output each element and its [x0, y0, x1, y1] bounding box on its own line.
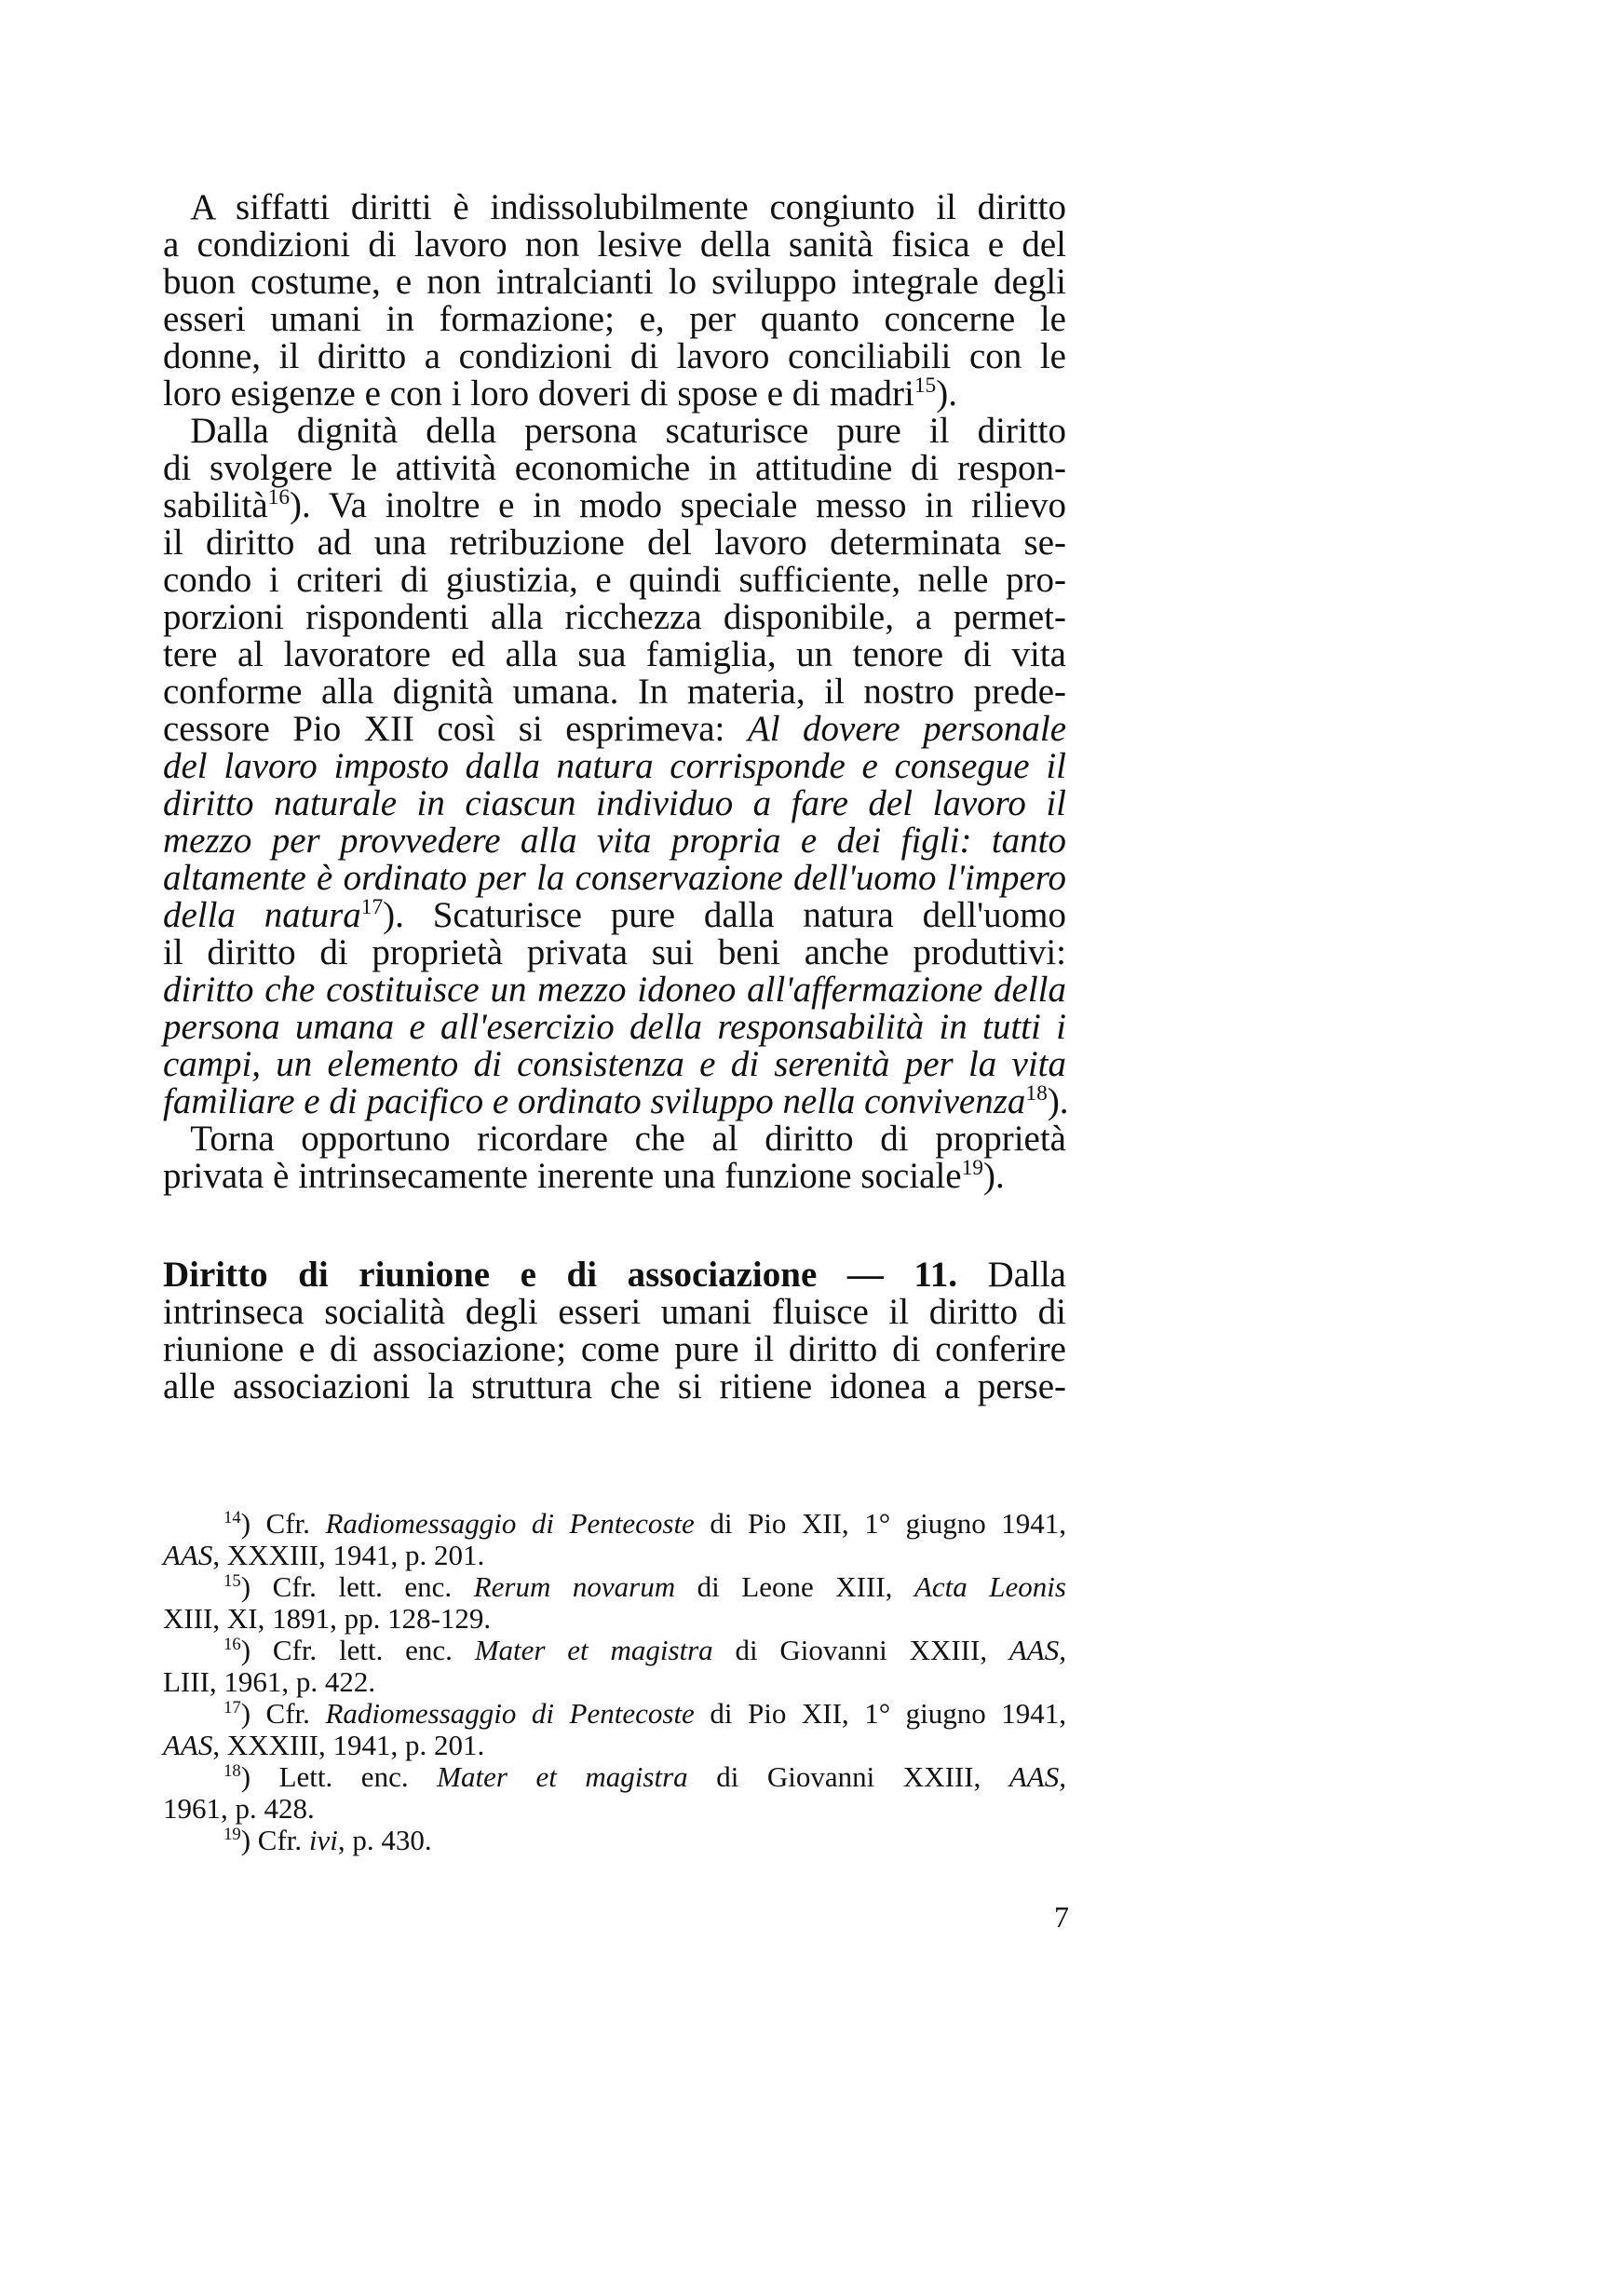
text-run: Cfr.	[257, 1824, 309, 1856]
text-run: )	[240, 1760, 279, 1793]
text-run: Cfr.	[265, 1697, 326, 1730]
section-block	[163, 1254, 1066, 1406]
text-run: Lett. enc.	[278, 1760, 438, 1793]
text-run: riunione e di associazione; come pure il diritto di conferire	[163, 1329, 1066, 1369]
text-run: ).	[1047, 1081, 1069, 1121]
section-heading: Diritto di riunione e di associazione — 11.	[163, 1255, 957, 1295]
text-line	[163, 562, 1066, 599]
text-run: condo i criteri di giustizia, e quindi sufficiente, nelle pro-	[163, 560, 1066, 600]
footnote-ref: 15	[914, 373, 937, 398]
text-run: ).	[936, 373, 957, 414]
text-run: Dalla	[956, 1255, 1066, 1295]
footnote-number: 18	[223, 1760, 241, 1781]
italic-run: Acta Leonis	[914, 1570, 1066, 1603]
page-number: 7	[1054, 1900, 1069, 1934]
text-run: ). Va inoltre e in modo speciale messo in rilievo	[290, 485, 1066, 525]
footnotes	[163, 1507, 1066, 1855]
italic-run: mezzo per provvedere alla vita propria e dei figli: tanto	[163, 821, 1066, 861]
text-run: porzioni rispondenti alla ricchezza disponibile, a permet-	[163, 597, 1066, 637]
text-line	[163, 673, 1066, 711]
text-line	[163, 934, 1066, 971]
text-run: sabilità	[163, 485, 268, 525]
text-line	[163, 450, 1066, 487]
text-run: Cfr. lett. enc.	[272, 1634, 475, 1666]
footnote-line	[163, 1507, 1066, 1539]
text-run: buon costume, e non intralcianti lo sviluppo integrale degli	[163, 262, 1066, 302]
text-line	[163, 636, 1066, 673]
footnote-number: 16	[223, 1634, 241, 1654]
text-run: Dalla dignità della persona scaturisce pure il diritto	[190, 411, 1066, 451]
text-line	[163, 1009, 1066, 1046]
italic-run: familiare e di pacifico e ordinato sviluppo nella convivenza	[163, 1081, 1026, 1121]
text-run: Cfr.	[265, 1507, 326, 1540]
footnote-line	[163, 1824, 1066, 1855]
italic-run: campi, un elemento di consistenza e di serenità per la vita	[163, 1044, 1066, 1084]
text-line	[163, 1046, 1066, 1083]
italic-run: Radiomessaggio di Pentecoste	[325, 1697, 695, 1730]
italic-run: del lavoro imposto dalla natura corrisponde e consegue il	[163, 746, 1066, 786]
text-run: a condizioni di lavoro non lesive della sanità fisica e del	[163, 224, 1066, 265]
footnote-ref: 19	[961, 1155, 983, 1180]
text-run: tere al lavoratore ed alla sua famiglia, un tenore di vita	[163, 634, 1066, 674]
italic-run: diritto naturale in ciascun individuo a fare del lavoro il	[163, 783, 1066, 823]
footnote-line	[163, 1634, 1066, 1665]
text-line	[163, 375, 1066, 413]
text-line	[163, 1155, 1066, 1196]
italic-run: AAS,	[1008, 1760, 1066, 1793]
text-line	[163, 894, 1066, 935]
footnote-number: 19	[223, 1824, 241, 1844]
text-run: , p. 430.	[337, 1824, 432, 1856]
text-line	[163, 301, 1066, 338]
text-run: A siffatti diritti è indissolubilmente congiunto il diritto	[190, 187, 1066, 227]
text-run: Torna opportuno ricordare che al diritto di proprietà	[190, 1119, 1066, 1159]
text-line	[163, 226, 1066, 264]
main-text	[163, 187, 1069, 1196]
italic-run: Radiomessaggio di Pentecoste	[325, 1507, 695, 1540]
italic-run: Mater et magistra	[474, 1634, 713, 1666]
italic-run: AAS	[163, 1729, 213, 1761]
italic-run: diritto che costituisce un mezzo idoneo all'affermazione della	[163, 970, 1066, 1010]
footnote-line	[163, 1665, 1066, 1697]
text-run: conforme alla dignità umana. In materia, il nostro prede-	[163, 672, 1066, 712]
footnote-line	[163, 1602, 1066, 1634]
footnote-line	[163, 1792, 1066, 1824]
text-line	[163, 264, 1066, 301]
text-run: 1961, p. 428.	[163, 1792, 315, 1825]
text-run: )	[240, 1634, 273, 1666]
text-run: ).	[983, 1156, 1005, 1196]
text-line	[163, 860, 1066, 897]
text-run: )	[240, 1507, 266, 1540]
text-line	[163, 1254, 1066, 1295]
italic-run: della natura	[163, 895, 361, 935]
footnote-line	[163, 1539, 1066, 1570]
italic-run: altamente è ordinato per la conservazione dell'uomo l'impero	[163, 858, 1066, 898]
footnote-line	[163, 1760, 1066, 1792]
text-run: XIII, XI, 1891, pp. 128-129.	[163, 1602, 492, 1635]
text-run: di Pio XII, 1° giugno 1941,	[694, 1697, 1067, 1730]
footnote-line	[163, 1729, 1066, 1760]
footnote-ref: 17	[360, 894, 384, 919]
text-line	[163, 785, 1066, 822]
footnote-ref: 18	[1025, 1080, 1048, 1106]
text-run: alle associazioni la struttura che si ritiene idonea a perse-	[163, 1366, 1066, 1406]
text-line	[163, 484, 1066, 525]
footnote-number: 17	[223, 1697, 241, 1718]
text-run: )	[240, 1824, 258, 1856]
footnote-line	[163, 1697, 1066, 1729]
text-run: intrinseca socialità degli esseri umani fluisce il diritto di	[163, 1292, 1066, 1332]
text-run: ). Scaturisce pure dalla natura dell'uomo	[383, 895, 1066, 935]
text-line	[163, 338, 1066, 375]
text-run: Cfr. lett. enc.	[272, 1570, 474, 1603]
text-run: esseri umani in formazione; e, per quanto concerne le	[163, 299, 1066, 339]
text-run: , XXXIII, 1941, p. 201.	[212, 1539, 485, 1571]
text-run: )	[240, 1570, 273, 1603]
text-run: di Giovanni XXIII,	[687, 1760, 1009, 1793]
text-line	[163, 1120, 1066, 1158]
footnote-number: 15	[223, 1570, 241, 1591]
text-run: di Leone XIII,	[675, 1570, 914, 1603]
text-run: donne, il diritto a condizioni di lavoro conciliabili con le	[163, 336, 1066, 376]
text-run: , XXXIII, 1941, p. 201.	[212, 1729, 485, 1761]
text-line	[163, 1080, 1069, 1121]
text-line	[163, 599, 1066, 636]
text-run: di Giovanni XXIII,	[712, 1634, 1009, 1666]
italic-run: Mater et magistra	[437, 1760, 688, 1793]
italic-run: Al dovere personale	[747, 709, 1066, 749]
text-line	[163, 748, 1066, 785]
text-run: loro esigenze e con i loro doveri di spose e di madri	[163, 373, 914, 414]
text-run: LIII, 1961, p. 422.	[163, 1665, 376, 1698]
text-line	[163, 822, 1066, 860]
text-run: il diritto ad una retribuzione del lavoro determinata se-	[163, 523, 1066, 563]
italic-run: Rerum novarum	[473, 1570, 676, 1603]
text-run: )	[240, 1697, 266, 1730]
text-run: cessore Pio XII così si esprimeva:	[163, 709, 748, 749]
text-line	[163, 711, 1066, 748]
text-line	[163, 1291, 1066, 1332]
text-run: di Pio XII, 1° giugno 1941,	[694, 1507, 1067, 1540]
footnote-ref: 16	[267, 484, 291, 509]
text-run: privata è intrinsecamente inerente una funzione sociale	[163, 1156, 962, 1196]
italic-run: persona umana e all'esercizio della responsabilità in tutti i	[163, 1007, 1066, 1047]
italic-run: AAS	[163, 1539, 213, 1571]
text-line	[163, 1328, 1066, 1369]
text-line	[163, 1365, 1066, 1406]
text-run: il diritto di proprietà privata sui beni anche produttivi:	[163, 932, 1066, 972]
text-line	[163, 189, 1066, 226]
text-run: di svolgere le attività economiche in attitudine di respon-	[163, 448, 1066, 488]
italic-run: AAS,	[1008, 1634, 1066, 1666]
footnote-number: 14	[223, 1507, 241, 1528]
text-line	[163, 971, 1066, 1009]
text-line	[163, 413, 1066, 450]
footnote-line	[163, 1570, 1066, 1602]
text-line	[163, 524, 1066, 562]
italic-run: ivi	[308, 1824, 338, 1856]
